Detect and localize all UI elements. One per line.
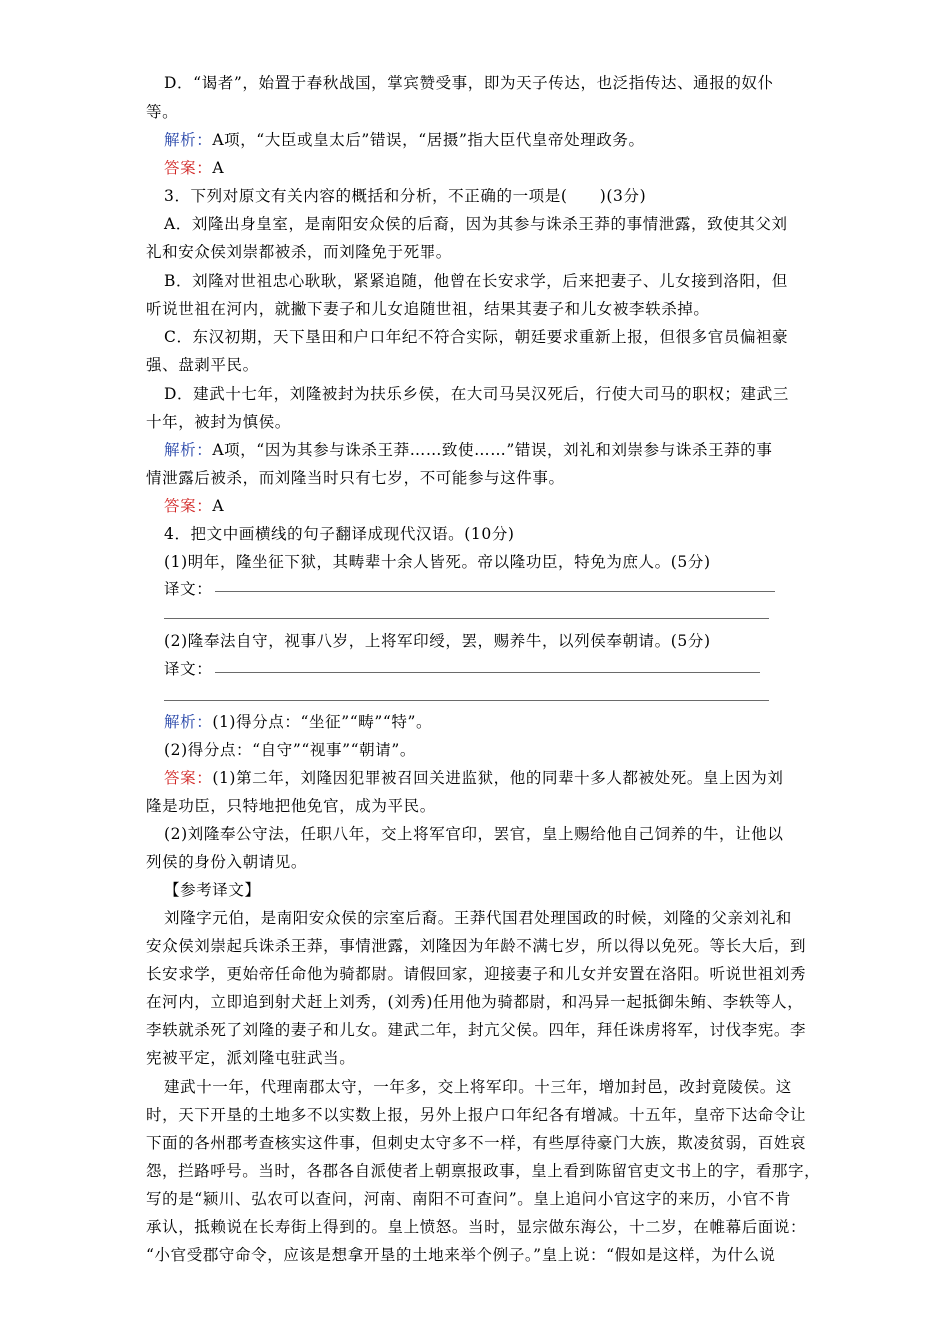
reference-p2-line: “小官受郡守命令，应该是想拿开垦的土地来举个例子。”皇上说：“假如是这样，为什么说 (146, 1246, 776, 1264)
reference-p2-line: 建武十一年，代理南郡太守，一年多，交上将军印。十三年，增加封邑，改封竟陵侯。这 (164, 1078, 792, 1096)
answer-label: 答案： (164, 769, 213, 787)
q3-answer (164, 495, 224, 517)
reference-heading: 【参考译文】 (164, 881, 261, 899)
q3-option-b-cont: 听说世祖在河内，就撇下妻子和儿女追随世祖，结果其妻子和儿女被李轶杀掉。 (146, 300, 710, 318)
q3-option-b: B．刘隆对世祖忠心耿耿，紧紧追随，他曾在长安求学，后来把妻子、儿女接到洛阳，但 (164, 272, 788, 290)
reference-p1-line: 宪被平定，派刘隆屯驻武当。 (146, 1049, 356, 1067)
analysis-text: A项，“因为其参与诛杀王莽……致使……”错误，刘礼和刘崇参与诛杀王莽的事 (212, 441, 773, 459)
reference-p1-line: 长安求学，更始帝任命他为骑都尉。请假回家，迎接妻子和儿女并安置在洛阳。听说世祖刘秀 (146, 965, 807, 983)
q2-option-d: D．“谒者”，始置于春秋战国，掌宾赞受事，即为天子传达，也泛指传达、通报的奴仆 (164, 74, 774, 92)
answer-label: 答案： (164, 497, 213, 515)
answer-label: 答案： (164, 159, 213, 177)
q4-stem: 4．把文中画横线的句子翻译成现代汉语。(10分) (164, 525, 515, 543)
analysis-text: (1)得分点：“坐征”“畴”“特”。 (212, 713, 433, 731)
q4-answer-2: (2)刘隆奉公守法，任职八年，交上将军官印，罢官，皇上赐给他自己饲养的牛，让他以 (164, 825, 784, 843)
q4-translation-label-1: 译文： (164, 580, 213, 598)
q3-analysis-cont: 情泄露后被杀，而刘隆当时只有七岁，不可能参与这件事。 (146, 469, 565, 487)
q3-option-d-cont: 十年，被封为慎侯。 (146, 413, 291, 431)
answer-text: A (212, 159, 225, 177)
reference-p1-line: 刘隆字元伯，是南阳安众侯的宗室后裔。王莽代国君处理国政的时候，刘隆的父亲刘礼和 (164, 909, 792, 927)
q3-option-a-cont: 礼和安众侯刘崇都被杀，而刘隆免于死罪。 (146, 243, 452, 261)
reference-p2-line: 承认，抵赖说在长寿街上得到的。皇上愤怒。当时，显宗做东海公，十二岁，在帷幕后面说： (146, 1218, 807, 1236)
reference-p1-line: 安众侯刘崇起兵诛杀王莽，事情泄露，刘隆因为年龄不满七岁，所以得以免死。等长大后，到 (146, 937, 807, 955)
q4-answer-2-cont: 列侯的身份入朝请见。 (146, 853, 308, 871)
answer-blank-line (164, 700, 769, 701)
answer-blank-line (215, 591, 775, 592)
q3-stem: 3．下列对原文有关内容的概括和分析，不正确的一项是( )(3分) (164, 187, 647, 205)
q4-sentence-1: (1)明年，隆坐征下狱，其畴辈十余人皆死。帝以隆功臣，特免为庶人。(5分) (164, 553, 711, 571)
q2-answer (164, 157, 224, 179)
reference-p1-line: 在河内，立即追到射犬赶上刘秀，(刘秀)任用他为骑都尉，和冯异一起抵御朱鲔、李轶等人， (146, 993, 804, 1011)
answer-blank-line (164, 618, 769, 619)
answer-blank-line (215, 672, 760, 673)
analysis-text: A项，“大臣或皇太后”错误，“居摄”指大臣代皇帝处理政务。 (212, 131, 645, 149)
q4-sentence-2: (2)隆奉法自守，视事八岁，上将军印绶，罢，赐养牛，以列侯奉朝请。(5分) (164, 632, 711, 650)
analysis-label: 解析： (164, 713, 213, 731)
q3-analysis (164, 439, 772, 461)
q4-translation-label-2: 译文： (164, 660, 213, 678)
q3-option-d: D．建武十七年，刘隆被封为扶乐乡侯，在大司马吴汉死后，行使大司马的职权；建武三 (164, 385, 789, 403)
q4-answer-1-cont: 隆是功臣，只特地把他免官，成为平民。 (146, 797, 436, 815)
answer-text: (1)第二年，刘隆因犯罪被召回关进监狱，他的同辈十多人都被处死。皇上因为刘 (212, 769, 784, 787)
q4-analysis-2: (2)得分点：“自守”“视事”“朝请”。 (164, 741, 417, 759)
analysis-label: 解析： (164, 441, 213, 459)
q4-answer (164, 767, 783, 789)
q3-option-a: A．刘隆出身皇室，是南阳安众侯的后裔，因为其参与诛杀王莽的事情泄露，致使其父刘 (164, 215, 788, 233)
q3-option-c-cont: 强、盘剥平民。 (146, 356, 259, 374)
q2-analysis (164, 129, 645, 151)
q3-option-c: C．东汉初期，天下垦田和户口年纪不符合实际，朝廷要求重新上报，但很多官员偏袒豪 (164, 328, 789, 346)
reference-p2-line: 写的是“颍川、弘农可以查问，河南、南阳不可查问”。皇上追问小官这字的来历，小官不肯 (146, 1190, 791, 1208)
q2-option-d-cont: 等。 (146, 103, 179, 121)
reference-p2-line: 时，天下开垦的土地多不以实数上报，另外上报户口年纪各有增减。十五年，皇帝下达命令让 (146, 1106, 807, 1124)
reference-p2-line: 下面的各州郡考查核实这件事，但刺史太守多不一样，有些厚待豪门大族，欺凌贫弱，百姓哀 (146, 1134, 807, 1152)
analysis-label: 解析： (164, 131, 213, 149)
reference-p2-line: 怨，拦路呼号。当时，各郡各自派使者上朝禀报政事，皇上看到陈留官吏文书上的字，看那字， (146, 1162, 821, 1180)
reference-p1-line: 李轶就杀死了刘隆的妻子和儿女。建武二年，封亢父侯。四年，拜任诛虏将军，讨伐李宪。李 (146, 1021, 807, 1039)
answer-text: A (212, 497, 225, 515)
q4-analysis (164, 711, 432, 733)
